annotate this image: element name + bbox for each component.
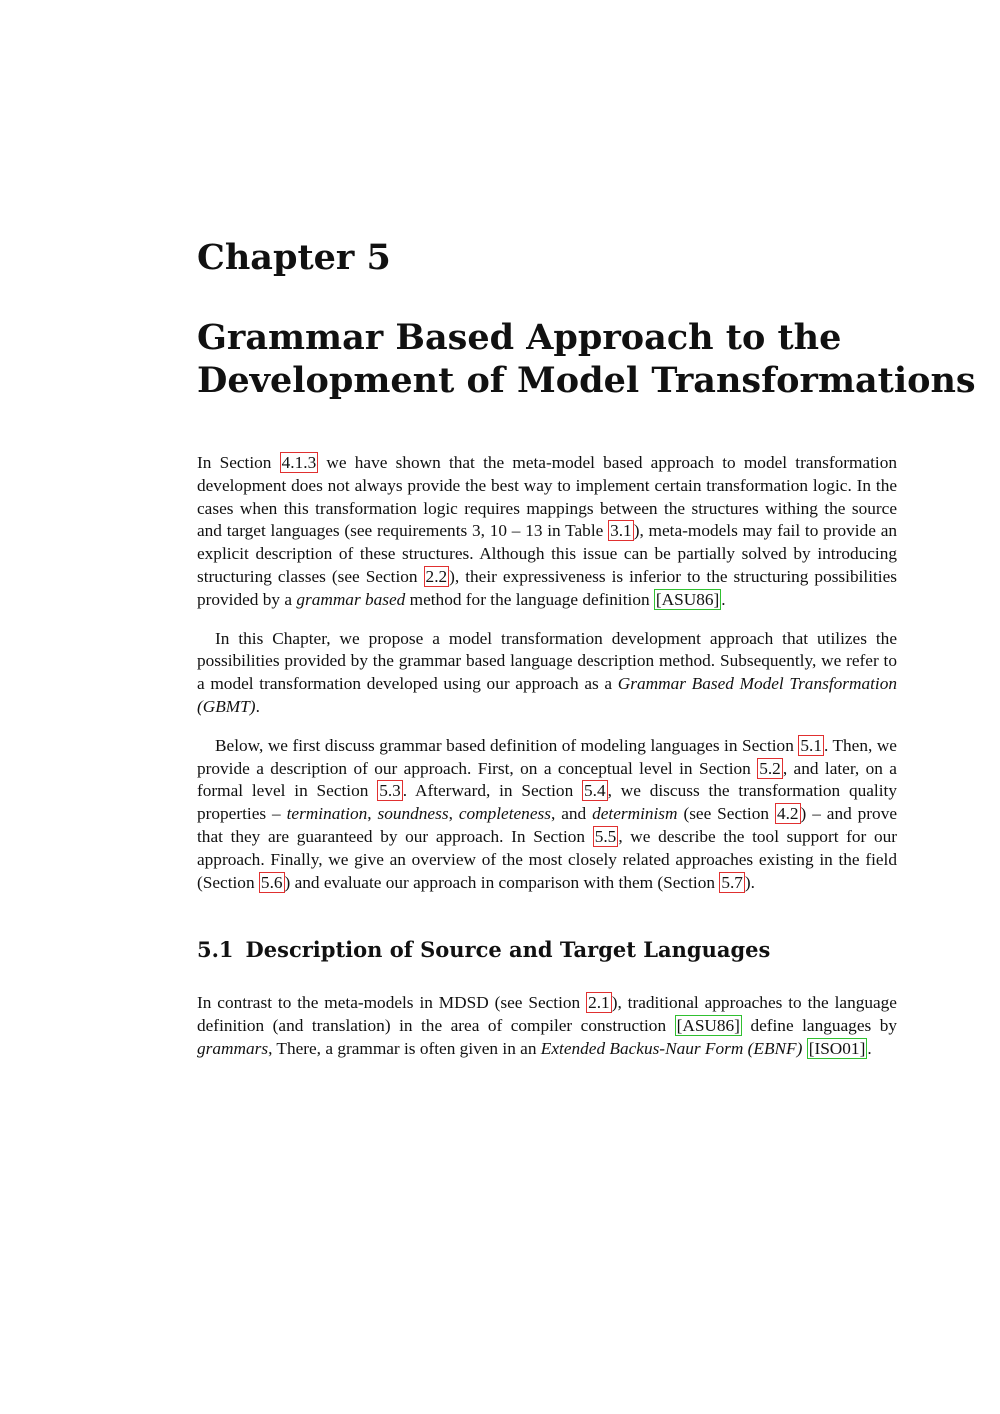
chapter-title	[197, 316, 976, 402]
emphasis: Extended Backus-Naur Form (EBNF)	[540, 1038, 803, 1058]
section-ref-link[interactable]: 5.7	[721, 872, 743, 892]
section-heading	[197, 936, 897, 964]
text: we have shown that the meta-model based approach to model transformation development does not always provide the best way to implement certain transformation logic. In the cases when this transformation logic requires mappings between the structures withing the source and target languages (see requirements 3, 10 – 13 in Table	[197, 453, 898, 541]
text: In Section	[197, 453, 280, 472]
section-ref-link[interactable]: 5.3	[379, 781, 401, 801]
paragraph-grammars	[197, 992, 897, 1060]
paragraph-outline	[197, 735, 897, 895]
emphasis: grammar based	[296, 589, 406, 609]
text: define languages by	[741, 1016, 897, 1036]
emphasis: soundness	[377, 804, 449, 824]
text: ,	[367, 804, 378, 824]
text: . Afterward, in Section	[402, 781, 583, 801]
section-ref-link[interactable]: 5.4	[584, 781, 606, 801]
text: Below, we first discuss grammar based definition of modeling languages in Section	[215, 735, 799, 755]
text: , and	[550, 804, 593, 824]
emphasis: Grammar Based Model Transformation (GBMT)	[197, 674, 897, 716]
section-ref-link[interactable]: 5.5	[594, 826, 617, 846]
text: , we discuss the transformation quality properties –	[197, 781, 897, 824]
section-ref-link[interactable]: 5.6	[260, 872, 283, 892]
emphasis: termination	[286, 804, 368, 824]
chapter-label: Chapter 5	[197, 237, 391, 278]
section-title: Description of Source and Target Languages	[245, 937, 771, 963]
text: .	[721, 589, 726, 609]
emphasis: determinism	[592, 804, 678, 824]
text: ,	[448, 804, 459, 824]
text: ), their expressiveness is inferior to the structuring possibilities provided by a	[197, 566, 897, 609]
section-number: 5.1	[197, 937, 234, 963]
section-ref-link[interactable]: 4.2	[776, 804, 799, 824]
citation-link[interactable]: [ASU86]	[655, 589, 720, 609]
paragraph-intro	[197, 452, 897, 612]
emphasis: completeness	[458, 804, 551, 824]
text: , There, a grammar is often given in an	[268, 1038, 541, 1058]
text: (see Section	[677, 804, 775, 824]
section-ref-link[interactable]: 2.2	[425, 566, 448, 586]
section-ref-link[interactable]: 5.2	[759, 758, 781, 778]
table-ref-link[interactable]: 3.1	[610, 521, 632, 541]
text: .	[255, 696, 260, 716]
text: ), traditional approaches to the language definition (and translation) in the area of compiler construction	[197, 993, 897, 1036]
emphasis: grammars	[197, 1038, 269, 1058]
text: . Then, we provide a description of our approach. First, on a conceptual level in Section	[197, 735, 897, 778]
chapter-body	[197, 452, 897, 1077]
chapter-title-line-1: Grammar Based Approach to the	[197, 317, 842, 358]
text: .	[867, 1038, 872, 1058]
text: ) – and prove that they are guaranteed by our approach. In Section	[197, 804, 898, 846]
text: method for the language definition	[405, 589, 654, 609]
section-ref-link[interactable]: 2.1	[588, 993, 610, 1013]
text: ) and evaluate our approach in comparison with them (Section	[284, 872, 720, 892]
text: , and later, on a formal level in Section	[197, 758, 897, 801]
section-ref-link[interactable]: 4.1.3	[281, 453, 317, 472]
text: , we describe the tool support for our approach. Finally, we give an overview of the most closely related approaches existing in the field (Section	[197, 826, 898, 892]
text: ).	[744, 872, 755, 892]
chapter-title-line-2: Development of Model Transformations	[197, 360, 976, 401]
text: In this Chapter, we propose a model transformation development approach that utilizes the possibilities provided by the grammar based language description method. Subsequently, we refer to a model transformation developed using our approach as a	[197, 628, 897, 694]
citation-link[interactable]: [ISO01]	[808, 1038, 866, 1058]
citation-link[interactable]: [ASU86]	[676, 1016, 740, 1036]
section-ref-link[interactable]: 5.1	[800, 735, 822, 755]
paragraph-proposal	[197, 628, 897, 719]
text: In contrast to the meta-models in MDSD (see Section	[197, 993, 587, 1013]
text: ), meta-models may fail to provide an explicit description of these structures. Although this issue can be partially solved by introducing structuring classes (see Section	[197, 521, 898, 586]
